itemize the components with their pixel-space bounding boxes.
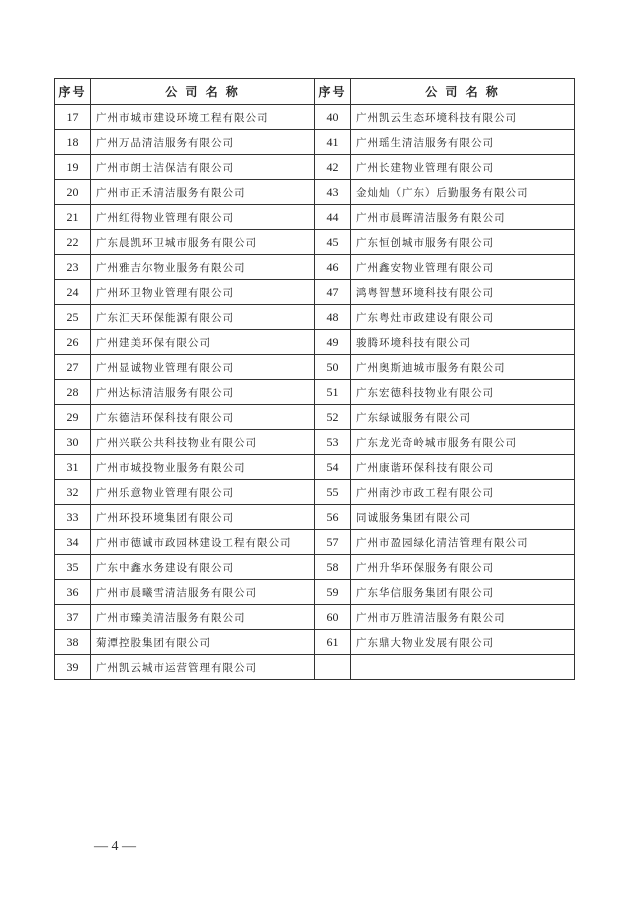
table-row [55, 380, 575, 405]
company-name-cell: 广东德洁环保科技有限公司 [91, 405, 315, 430]
serial-number-cell: 54 [315, 455, 351, 480]
company-name-cell: 广州市正禾清洁服务有限公司 [91, 180, 315, 205]
company-name-cell: 广州红得物业管理有限公司 [91, 205, 315, 230]
company-name-cell: 广东龙光奇岭城市服务有限公司 [351, 430, 575, 455]
company-name-cell: 广州万品清洁服务有限公司 [91, 130, 315, 155]
serial-number-cell: 22 [55, 230, 91, 255]
table-row [55, 555, 575, 580]
serial-number-cell: 24 [55, 280, 91, 305]
company-name-cell: 广州凯云生态环境科技有限公司 [351, 105, 575, 130]
company-name-cell: 广州奥斯迪城市服务有限公司 [351, 355, 575, 380]
header-company-name: 公 司 名 称 [91, 79, 315, 105]
company-name-cell: 广东晨凯环卫城市服务有限公司 [91, 230, 315, 255]
company-name-cell: 广东恒创城市服务有限公司 [351, 230, 575, 255]
company-name-cell: 广东绿诚服务有限公司 [351, 405, 575, 430]
serial-number-cell: 34 [55, 530, 91, 555]
table-row [55, 580, 575, 605]
serial-number-cell: 55 [315, 480, 351, 505]
serial-number-cell: 51 [315, 380, 351, 405]
serial-number-cell: 21 [55, 205, 91, 230]
company-name-cell: 广州市晨晖清洁服务有限公司 [351, 205, 575, 230]
serial-number-cell: 37 [55, 605, 91, 630]
serial-number-cell: 31 [55, 455, 91, 480]
company-name-cell: 广州鑫安物业管理有限公司 [351, 255, 575, 280]
serial-number-cell: 39 [55, 655, 91, 680]
company-name-cell: 菊潭控股集团有限公司 [91, 630, 315, 655]
serial-number-cell: 59 [315, 580, 351, 605]
company-name-cell: 广州达标清洁服务有限公司 [91, 380, 315, 405]
serial-number-cell: 29 [55, 405, 91, 430]
serial-number-cell: 57 [315, 530, 351, 555]
serial-number-cell: 52 [315, 405, 351, 430]
company-name-cell: 广东宏德科技物业有限公司 [351, 380, 575, 405]
header-company-name: 公 司 名 称 [351, 79, 575, 105]
company-name-cell: 金灿灿（广东）后勤服务有限公司 [351, 180, 575, 205]
company-name-cell: 广州环卫物业管理有限公司 [91, 280, 315, 305]
header-serial-number: 序号 [315, 79, 351, 105]
company-name-cell: 广州升华环保服务有限公司 [351, 555, 575, 580]
serial-number-cell: 23 [55, 255, 91, 280]
company-name-cell: 广州凯云城市运营管理有限公司 [91, 655, 315, 680]
serial-number-cell: 49 [315, 330, 351, 355]
serial-number-cell: 33 [55, 505, 91, 530]
table-row [55, 355, 575, 380]
serial-number-cell: 42 [315, 155, 351, 180]
table-row [55, 430, 575, 455]
serial-number-cell: 27 [55, 355, 91, 380]
table-body [55, 105, 575, 680]
serial-number-cell: 50 [315, 355, 351, 380]
company-name-cell: 广州雅吉尔物业服务有限公司 [91, 255, 315, 280]
company-name-cell: 广州乐意物业管理有限公司 [91, 480, 315, 505]
serial-number-cell: 32 [55, 480, 91, 505]
serial-number-cell: 25 [55, 305, 91, 330]
serial-number-cell: 26 [55, 330, 91, 355]
company-name-cell: 广州兴联公共科技物业有限公司 [91, 430, 315, 455]
company-list-table [54, 78, 575, 680]
table-row [55, 530, 575, 555]
page-number: — 4 — [94, 839, 136, 854]
table-row [55, 205, 575, 230]
serial-number-cell: 58 [315, 555, 351, 580]
table-row [55, 180, 575, 205]
company-name-cell: 广东汇天环保能源有限公司 [91, 305, 315, 330]
company-name-cell: 广东粤灶市政建设有限公司 [351, 305, 575, 330]
company-name-cell: 广州环投环境集团有限公司 [91, 505, 315, 530]
company-name-cell: 广州市朗士洁保洁有限公司 [91, 155, 315, 180]
serial-number-cell: 38 [55, 630, 91, 655]
serial-number-cell: 36 [55, 580, 91, 605]
header-serial-number: 序号 [55, 79, 91, 105]
table-row [55, 630, 575, 655]
company-name-cell: 广州市盈园绿化清洁管理有限公司 [351, 530, 575, 555]
company-name-cell: 广州建美环保有限公司 [91, 330, 315, 355]
table-row [55, 455, 575, 480]
serial-number-cell: 47 [315, 280, 351, 305]
company-name-cell: 广州康谐环保科技有限公司 [351, 455, 575, 480]
company-name-cell: 同诚服务集团有限公司 [351, 505, 575, 530]
serial-number-cell: 44 [315, 205, 351, 230]
serial-number-cell: 61 [315, 630, 351, 655]
serial-number-cell: 40 [315, 105, 351, 130]
serial-number-cell: 45 [315, 230, 351, 255]
table-row [55, 255, 575, 280]
table-row [55, 230, 575, 255]
table-row [55, 130, 575, 155]
table-row [55, 280, 575, 305]
serial-number-cell: 48 [315, 305, 351, 330]
company-name-cell: 广东鼎大物业发展有限公司 [351, 630, 575, 655]
serial-number-cell: 19 [55, 155, 91, 180]
company-name-cell: 广州显诚物业管理有限公司 [91, 355, 315, 380]
serial-number-cell: 18 [55, 130, 91, 155]
table-row [55, 305, 575, 330]
company-name-cell: 鸿粤智慧环境科技有限公司 [351, 280, 575, 305]
table-row [55, 155, 575, 180]
serial-number-cell: 41 [315, 130, 351, 155]
company-name-cell: 广州市万胜清洁服务有限公司 [351, 605, 575, 630]
table-row [55, 605, 575, 630]
company-name-cell: 广州瑶生清洁服务有限公司 [351, 130, 575, 155]
company-name-cell: 广州市晨曦雪清洁服务有限公司 [91, 580, 315, 605]
table-row [55, 480, 575, 505]
company-name-cell: 广州长建物业管理有限公司 [351, 155, 575, 180]
table-header-row [55, 79, 575, 105]
serial-number-cell: 46 [315, 255, 351, 280]
serial-number-cell: 20 [55, 180, 91, 205]
company-name-cell: 广州南沙市政工程有限公司 [351, 480, 575, 505]
serial-number-cell: 56 [315, 505, 351, 530]
serial-number-cell: 17 [55, 105, 91, 130]
serial-number-cell: 28 [55, 380, 91, 405]
table-row [55, 655, 575, 680]
company-name-cell: 广州市城市建设环境工程有限公司 [91, 105, 315, 130]
company-name-cell: 广东华信服务集团有限公司 [351, 580, 575, 605]
company-name-cell: 广州市城投物业服务有限公司 [91, 455, 315, 480]
serial-number-cell: 43 [315, 180, 351, 205]
table-row [55, 405, 575, 430]
serial-number-cell: 35 [55, 555, 91, 580]
company-name-cell: 广东中鑫水务建设有限公司 [91, 555, 315, 580]
table-row [55, 505, 575, 530]
serial-number-cell: 30 [55, 430, 91, 455]
serial-number-cell [315, 655, 351, 680]
company-name-cell [351, 655, 575, 680]
company-name-cell: 广州市臻美清洁服务有限公司 [91, 605, 315, 630]
serial-number-cell: 60 [315, 605, 351, 630]
company-name-cell: 广州市德诚市政园林建设工程有限公司 [91, 530, 315, 555]
company-name-cell: 骏腾环境科技有限公司 [351, 330, 575, 355]
table-row [55, 330, 575, 355]
serial-number-cell: 53 [315, 430, 351, 455]
table-row [55, 105, 575, 130]
